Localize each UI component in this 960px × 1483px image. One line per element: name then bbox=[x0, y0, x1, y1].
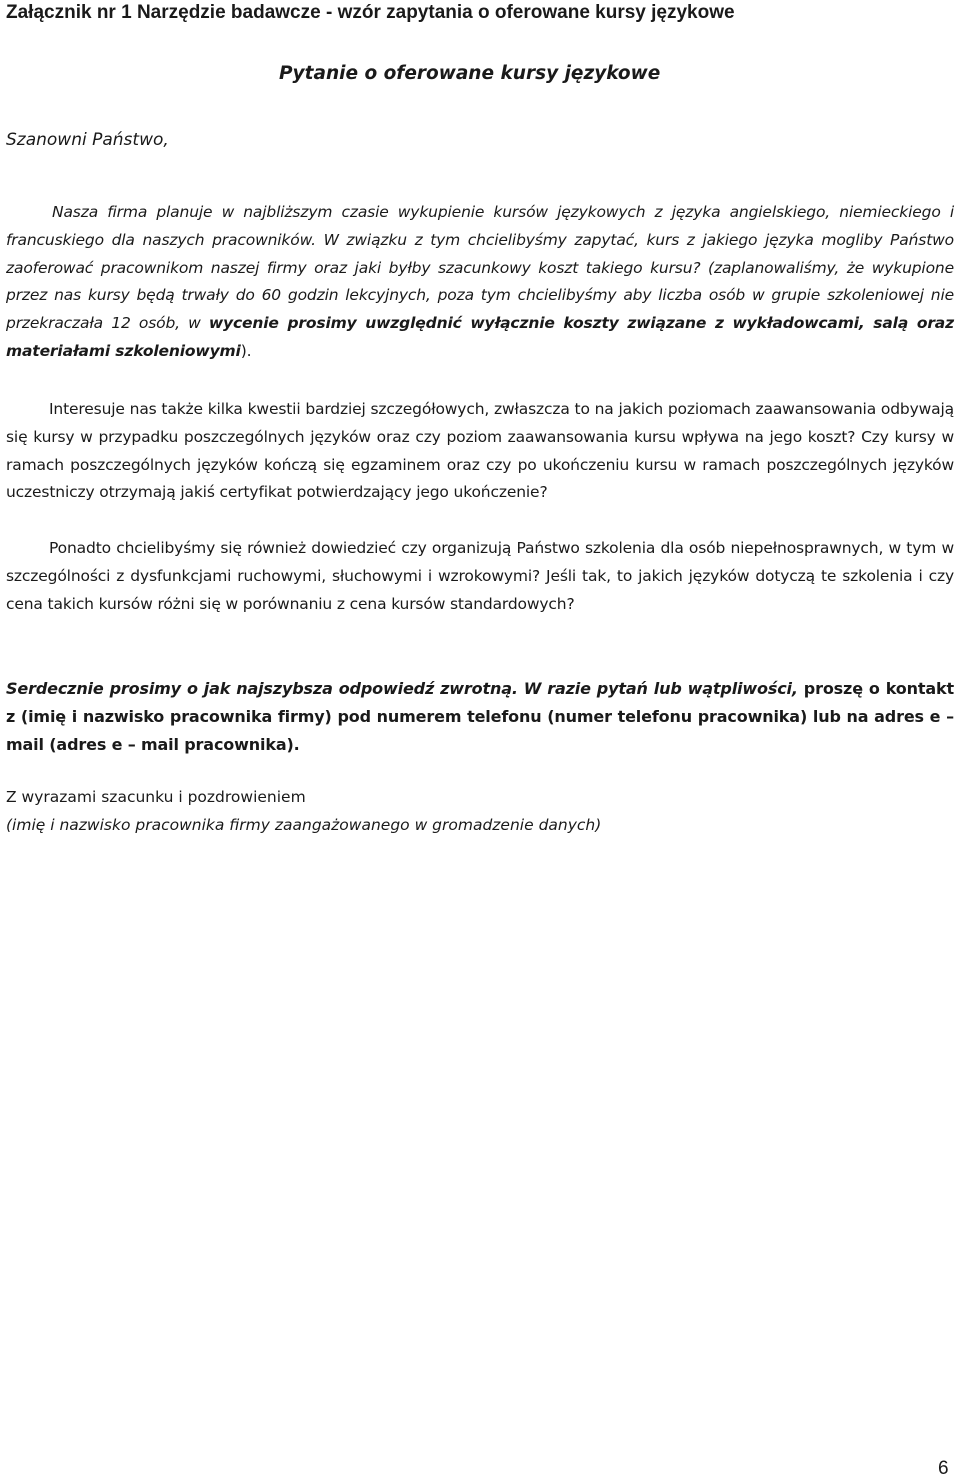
document-title: Załącznik nr 1 Narzędzie badawcze - wzór zapytania o oferowane kursy językowe bbox=[6, 2, 735, 23]
document-subtitle: Pytanie o oferowane kursy językowe bbox=[279, 63, 661, 84]
paragraph-contact-details: proszę o kontakt z (imię i nazwisko pracownika firmy) pod numerem telefonu (numer telefonu pracownika) lub na adres e – mail (adres e – mail pracownika). bbox=[6, 679, 954, 754]
closing-block bbox=[6, 783, 601, 839]
closing-line: Z wyrazami szacunku i pozdrowieniem bbox=[6, 788, 306, 806]
paragraph-request-details: (zaplanowaliśmy, że wykupione przez nas kursy będą trwały do 60 godzin lekcyjnych, poza tym chcielibyśmy aby liczba osób w grupie szkoleniowej nie przekraczała 12 osób, w bbox=[6, 258, 954, 333]
paragraph-request-intro: Nasza firma planuje w najbliższym czasie wykupienie kursów językowych z języka angielskiego, niemieckiego i francuskiego dla naszych pracowników. W związku z tym chcielibyśmy zapytać, kurs z jakiego języka mogliby Państwo zaoferować pracownikom naszej firmy oraz jaki byłby szacunkowy koszt takiego kursu? bbox=[6, 203, 954, 277]
paragraph-request bbox=[6, 199, 954, 366]
greeting: Szanowni Państwo, bbox=[6, 130, 169, 150]
paragraph-contact-request: Serdecznie prosimy o jak najszybsza odpowiedź zwrotną. W razie pytań lub wątpliwości, bbox=[6, 679, 798, 698]
signature-line: (imię i nazwisko pracownika firmy zaangażowanego w gromadzenie danych) bbox=[6, 816, 602, 834]
paragraph-details: Interesuje nas także kilka kwestii bardziej szczegółowych, zwłaszcza to na jakich poziomach zaawansowania odbywają się kursy w przypadku poszczególnych języków oraz czy poziom zaawansowania kursu wpływa na jego koszt? Czy kursy w ramach poszczególnych języków kończą się egzaminem oraz czy po ukończeniu kursu w ramach poszczególnych języków uczestniczy otrzymają jakiś certyfikat potwierdzający jego ukończenie? bbox=[6, 400, 954, 502]
paragraph-accessibility: Ponadto chcielibyśmy się również dowiedzieć czy organizują Państwo szkolenia dla osób niepełnosprawnych, w tym w szczególności z dysfunkcjami ruchowymi, słuchowymi i wzrokowymi? Jeśli tak, to jakich języków dotyczą te szkolenia i czy cena takich kursów różni się w porównaniu z cena kursów standardowych? bbox=[6, 539, 954, 613]
paragraph-request-emphasis: wycenie prosimy uwzględnić wyłącznie koszty związane z wykładowcami, salą oraz materiałami szkoleniowymi bbox=[6, 314, 954, 360]
page-number: 6 bbox=[938, 1458, 949, 1479]
paragraph-request-end: ). bbox=[240, 341, 252, 360]
paragraph-contact bbox=[6, 675, 954, 758]
